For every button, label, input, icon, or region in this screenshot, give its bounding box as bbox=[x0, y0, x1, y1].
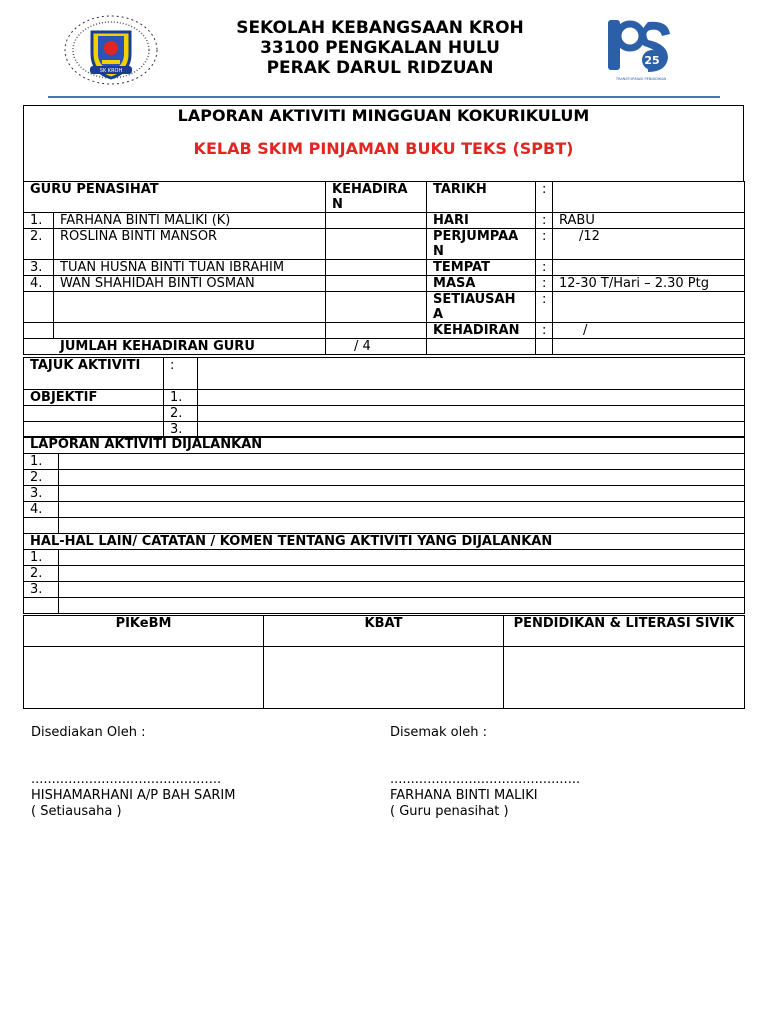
tajuk-aktiviti-field[interactable] bbox=[198, 358, 745, 390]
colon: : bbox=[536, 182, 553, 213]
hari-label: HARI bbox=[427, 213, 536, 229]
tempat-field[interactable] bbox=[553, 260, 745, 276]
activity-report-table bbox=[23, 436, 745, 534]
logo-caption: TRANSFORMASI PENDIDIKAN bbox=[615, 77, 667, 81]
teacher-name: TUAN HUSNA BINTI TUAN IBRAHIM bbox=[54, 260, 326, 276]
logo-number: 25 bbox=[644, 54, 660, 67]
hal-lain-heading: HAL-HAL LAIN/ CATATAN / KOMEN TENTANG AKTIVITI YANG DIJALANKAN bbox=[24, 534, 745, 550]
report-num: 2. bbox=[24, 470, 59, 486]
objective-num: 3. bbox=[164, 422, 198, 438]
objective-num: 1. bbox=[164, 390, 198, 406]
objective-field[interactable] bbox=[198, 406, 745, 422]
teacher-name: WAN SHAHIDAH BINTI OSMAN bbox=[54, 276, 326, 292]
jumlah-kehadiran-label: JUMLAH KEHADIRAN GURU bbox=[24, 339, 326, 355]
teacher-attendance-field[interactable] bbox=[326, 276, 427, 292]
teacher-attendance-field[interactable] bbox=[326, 229, 427, 260]
tarikh-field[interactable] bbox=[553, 182, 745, 213]
setiausaha-field[interactable] bbox=[553, 292, 745, 323]
checked-by-role: ( Guru penasihat ) bbox=[390, 804, 509, 819]
note-field[interactable] bbox=[59, 566, 745, 582]
objective-num: 2. bbox=[164, 406, 198, 422]
kehadiran-label: KEHADIRAN bbox=[427, 323, 536, 339]
empty-cell bbox=[54, 292, 326, 323]
checked-by-name: FARHANA BINTI MALIKI bbox=[390, 788, 538, 803]
note-num: 2. bbox=[24, 566, 59, 582]
empty-cell bbox=[553, 339, 745, 355]
empty-cell bbox=[427, 339, 536, 355]
report-field[interactable] bbox=[59, 486, 745, 502]
laporan-heading: LAPORAN AKTIVITI DIJALANKAN bbox=[24, 437, 745, 454]
club-name: KELAB SKIM PINJAMAN BUKU TEKS (SPBT) bbox=[193, 139, 574, 158]
note-field[interactable] bbox=[59, 550, 745, 566]
other-notes-table bbox=[23, 533, 745, 614]
teacher-details-table bbox=[23, 181, 745, 355]
checked-by-signature-line: .............................................. bbox=[390, 772, 581, 787]
empty-cell bbox=[24, 518, 59, 534]
school-header bbox=[180, 18, 580, 78]
prepared-by-name: HISHAMARHANI A/P BAH SARIM bbox=[31, 788, 236, 803]
report-num: 4. bbox=[24, 502, 59, 518]
teacher-attendance-field[interactable] bbox=[326, 213, 427, 229]
teacher-attendance-field[interactable] bbox=[326, 260, 427, 276]
report-field[interactable] bbox=[59, 502, 745, 518]
report-title: LAPORAN AKTIVITI MINGGUAN KOKURIKULUM bbox=[177, 106, 590, 125]
teacher-num: 4. bbox=[24, 276, 54, 292]
hari-value: RABU bbox=[553, 213, 745, 229]
masa-label: MASA bbox=[427, 276, 536, 292]
colon: : bbox=[536, 292, 553, 323]
categories-table bbox=[23, 615, 745, 709]
empty-cell bbox=[24, 598, 59, 614]
kehadiran-header: KEHADIRA N bbox=[326, 182, 427, 213]
pikebm-header: PIKeBM bbox=[24, 616, 264, 647]
prepared-by-label: Disediakan Oleh : bbox=[31, 725, 146, 740]
header-divider bbox=[48, 96, 720, 98]
empty-cell bbox=[326, 292, 427, 323]
prepared-by-role: ( Setiausaha ) bbox=[31, 804, 122, 819]
school-state: PERAK DARUL RIDZUAN bbox=[266, 58, 494, 78]
report-num: 3. bbox=[24, 486, 59, 502]
report-field[interactable] bbox=[59, 454, 745, 470]
report-title-box bbox=[23, 105, 744, 182]
report-field[interactable] bbox=[59, 518, 745, 534]
empty-cell bbox=[24, 292, 54, 323]
tempat-label: TEMPAT bbox=[427, 260, 536, 276]
sivik-header: PENDIDIKAN & LITERASI SIVIK bbox=[504, 616, 745, 647]
teacher-name: FARHANA BINTI MALIKI (K) bbox=[54, 213, 326, 229]
note-num: 3. bbox=[24, 582, 59, 598]
kehadiran-value: / bbox=[553, 323, 745, 339]
colon: : bbox=[536, 213, 553, 229]
empty-cell bbox=[326, 323, 427, 339]
school-postcode: 33100 PENGKALAN HULU bbox=[260, 38, 500, 58]
checked-by-label: Disemak oleh : bbox=[390, 725, 487, 740]
setiausaha-label: SETIAUSAH A bbox=[427, 292, 536, 323]
colon: : bbox=[536, 229, 553, 260]
school-crest-logo bbox=[62, 14, 160, 86]
kbat-header: KBAT bbox=[264, 616, 504, 647]
masa-value: 12-30 T/Hari – 2.30 Ptg bbox=[553, 276, 745, 292]
note-num: 1. bbox=[24, 550, 59, 566]
sivik-field[interactable] bbox=[504, 647, 745, 709]
empty-cell bbox=[24, 406, 164, 422]
perjumpaan-label: PERJUMPAA N bbox=[427, 229, 536, 260]
teacher-num: 3. bbox=[24, 260, 54, 276]
activity-objective-table bbox=[23, 357, 745, 438]
jumlah-kehadiran-value: / 4 bbox=[326, 339, 427, 355]
note-field[interactable] bbox=[59, 598, 745, 614]
pikebm-field[interactable] bbox=[24, 647, 264, 709]
transformation-25-logo bbox=[604, 14, 678, 84]
colon: : bbox=[536, 323, 553, 339]
report-num: 1. bbox=[24, 454, 59, 470]
teacher-name: ROSLINA BINTI MANSOR bbox=[54, 229, 326, 260]
prepared-by-signature-line: .............................................. bbox=[31, 772, 222, 787]
empty-cell bbox=[536, 339, 553, 355]
report-field[interactable] bbox=[59, 470, 745, 486]
kbat-field[interactable] bbox=[264, 647, 504, 709]
empty-cell bbox=[24, 323, 54, 339]
note-field[interactable] bbox=[59, 582, 745, 598]
colon: : bbox=[536, 260, 553, 276]
colon: : bbox=[536, 276, 553, 292]
objektif-label: OBJEKTIF bbox=[24, 390, 164, 406]
objective-field[interactable] bbox=[198, 390, 745, 406]
empty-cell bbox=[54, 323, 326, 339]
teacher-num: 1. bbox=[24, 213, 54, 229]
school-name: SEKOLAH KEBANGSAAN KROH bbox=[236, 18, 524, 38]
tarikh-label: TARIKH bbox=[427, 182, 536, 213]
crest-banner-text: SK KROH bbox=[99, 68, 123, 74]
colon: : bbox=[164, 358, 198, 390]
teacher-num: 2. bbox=[24, 229, 54, 260]
tajuk-aktiviti-label: TAJUK AKTIVITI bbox=[24, 358, 164, 390]
guru-penasihat-header: GURU PENASIHAT bbox=[24, 182, 326, 213]
perjumpaan-value: /12 bbox=[553, 229, 745, 260]
